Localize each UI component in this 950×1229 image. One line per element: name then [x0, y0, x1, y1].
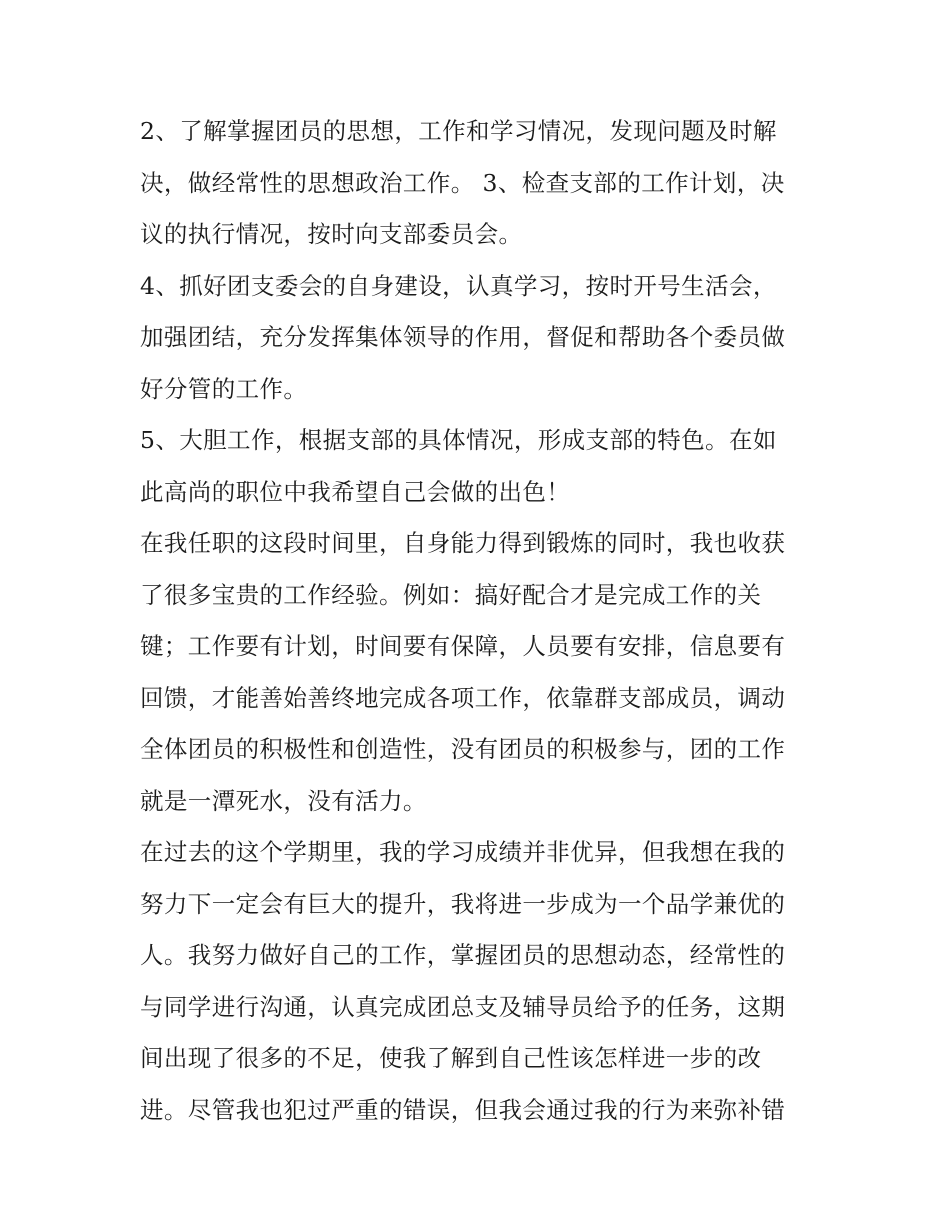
text-line: 了很多宝贵的工作经验。例如：搞好配合才是完成工作的关	[140, 580, 762, 609]
text-line: 键；工作要有计划，时间要有保障，人员要有安排，信息要有	[140, 632, 786, 660]
text-line: 加强团结，充分发挥集体领导的作用，督促和帮助各个委员做	[140, 323, 786, 351]
text-line: 人。我努力做好自己的工作，掌握团员的思想动态，经常性的	[140, 941, 786, 969]
text-line: 好分管的工作。	[140, 374, 308, 403]
text-line: 进。尽管我也犯过严重的错误，但我会通过我的行为来弥补错	[140, 1095, 786, 1124]
text-line: 与同学进行沟通，认真完成团总支及辅导员给予的任务，这期	[140, 992, 786, 1021]
text-line: 5、大胆工作，根据支部的具体情况，形成支部的特色。在如	[140, 426, 777, 454]
text-line: 此高尚的职位中我希望自己会做的出色！	[140, 477, 571, 506]
text-line: 全体团员的积极性和创造性，没有团员的积极参与，团的工作	[140, 735, 786, 763]
text-line: 努力下一定会有巨大的提升，我将进一步成为一个品学兼优的	[140, 889, 786, 918]
text-line: 在我任职的这段时间里，自身能力得到锻炼的同时，我也收获	[140, 529, 786, 557]
text-line: 就是一潭死水，没有活力。	[140, 786, 427, 815]
document-body	[140, 106, 820, 1136]
text-line: 在过去的这个学期里，我的学习成绩并非优异，但我想在我的	[140, 838, 786, 866]
text-line: 议的执行情况，按时向支部委员会。	[140, 220, 523, 248]
text-line: 4、抓好团支委会的自身建设，认真学习，按时开号生活会，	[140, 271, 777, 300]
text-line: 回馈，才能善始善终地完成各项工作，依靠群支部成员，调动	[140, 683, 786, 712]
text-line: 2、了解掌握团员的思想，工作和学习情况，发现问题及时解	[140, 117, 777, 145]
text-line: 间出现了很多的不足，使我了解到自己性该怎样进一步的改	[140, 1044, 762, 1072]
text-line: 决，做经常性的思想政治工作。 3、检查支部的工作计划，决	[140, 168, 785, 197]
